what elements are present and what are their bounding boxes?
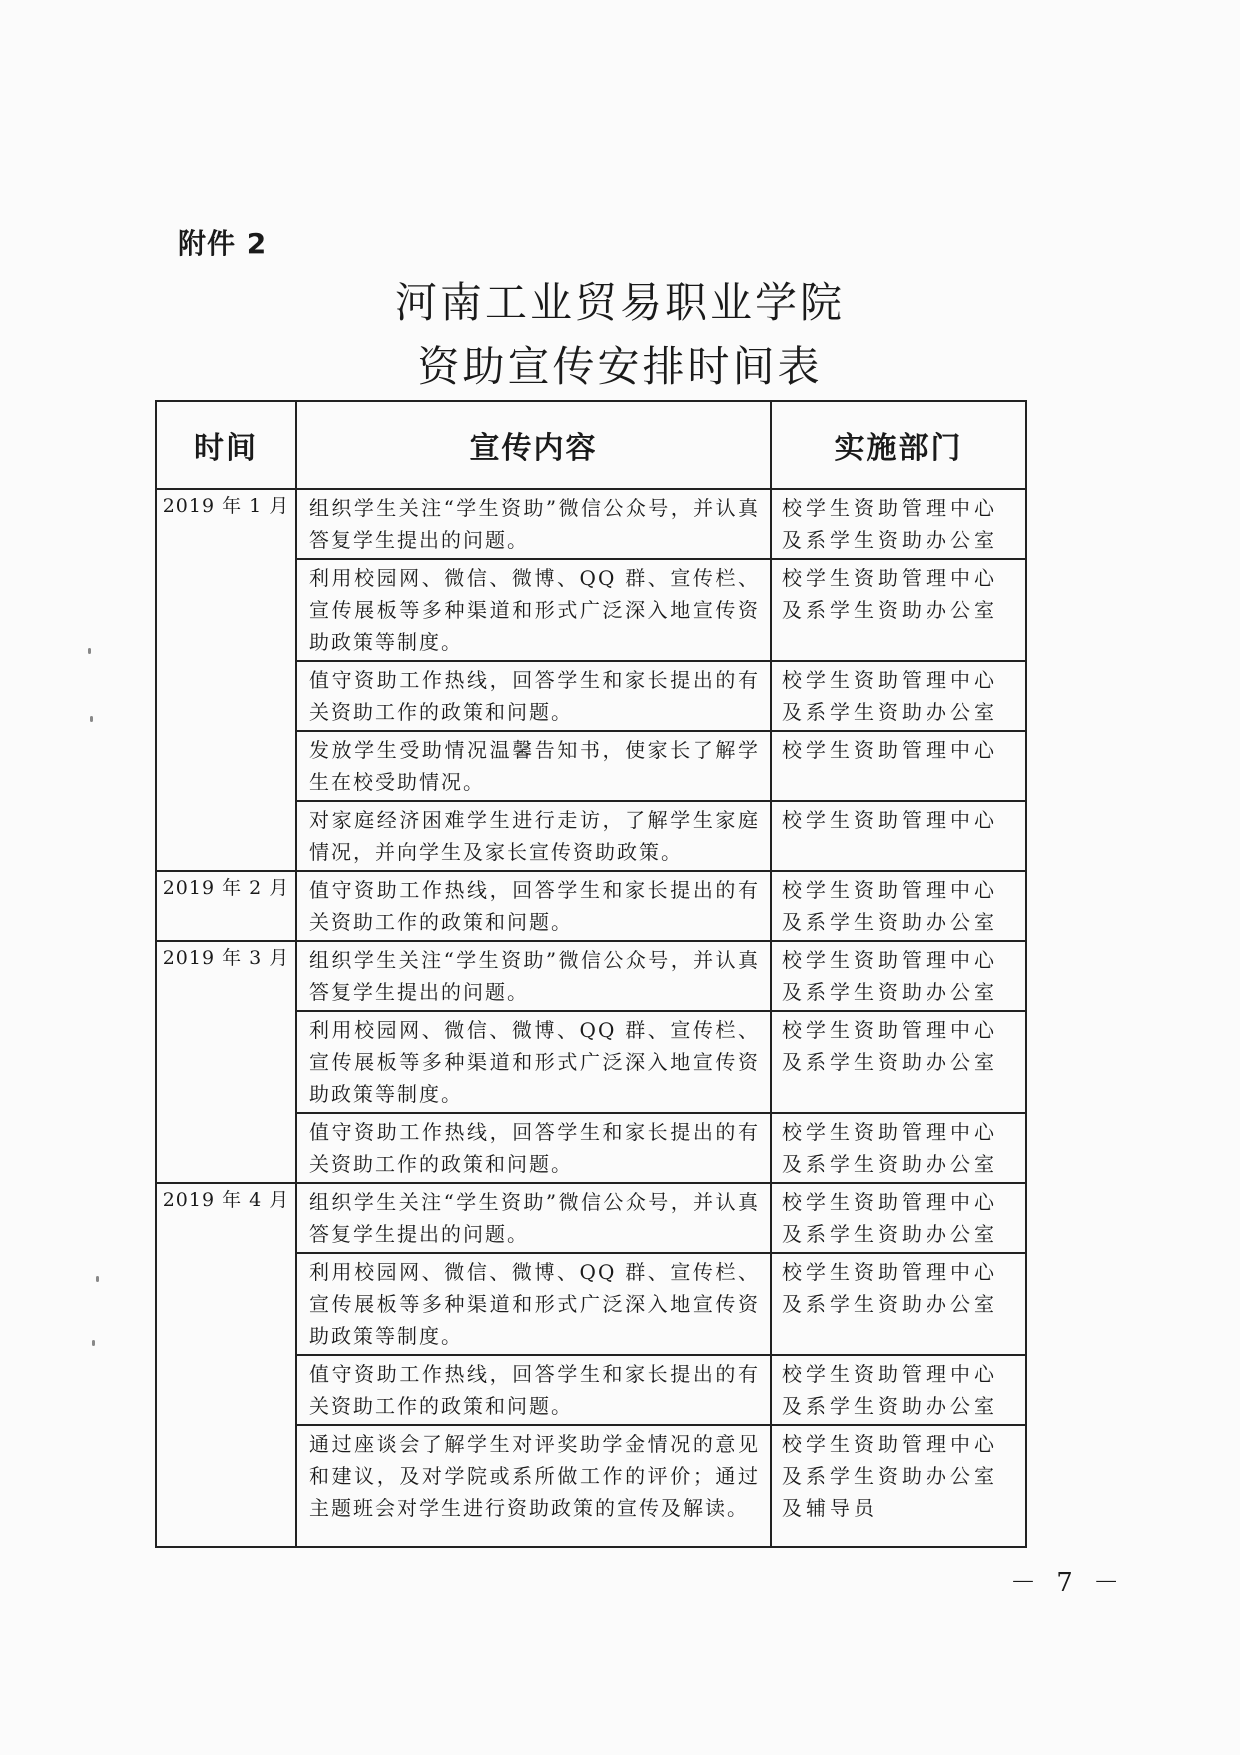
scan-speck — [92, 1340, 95, 1346]
document-subtitle: 资助宣传安排时间表 — [417, 342, 823, 391]
table-row — [156, 941, 1026, 1011]
department-cell: 校学生资助管理中心及系学生资助办公室 — [771, 1011, 1026, 1113]
scan-speck — [88, 648, 91, 654]
content-cell: 组织学生关注“学生资助”微信公众号，并认真答复学生提出的问题。 — [296, 941, 771, 1011]
content-cell: 对家庭经济困难学生进行走访，了解学生家庭情况，并向学生及家长宣传资助政策。 — [296, 801, 771, 871]
table-row — [156, 871, 1026, 941]
department-cell: 校学生资助管理中心及系学生资助办公室 — [771, 559, 1026, 661]
schedule-table-body — [156, 489, 1026, 1547]
column-header-time: 时间 — [156, 401, 296, 489]
time-cell: 2019 年 1 月 — [156, 489, 296, 871]
department-cell: 校学生资助管理中心及系学生资助办公室 — [771, 489, 1026, 559]
content-cell: 值守资助工作热线，回答学生和家长提出的有关资助工作的政策和问题。 — [296, 661, 771, 731]
time-cell: 2019 年 2 月 — [156, 871, 296, 941]
content-cell: 值守资助工作热线，回答学生和家长提出的有关资助工作的政策和问题。 — [296, 1355, 771, 1425]
content-cell: 利用校园网、微信、微博、QQ 群、宣传栏、宣传展板等多种渠道和形式广泛深入地宣传资助政策等制度。 — [296, 1253, 771, 1355]
scan-speck — [96, 1276, 99, 1282]
time-cell: 2019 年 3 月 — [156, 941, 296, 1183]
department-cell: 校学生资助管理中心及系学生资助办公室 — [771, 661, 1026, 731]
column-header-content: 宣传内容 — [296, 401, 771, 489]
document-title: 河南工业贸易职业学院 — [394, 278, 845, 327]
content-cell: 通过座谈会了解学生对评奖助学金情况的意见和建议，及对学院或系所做工作的评价；通过主题班会对学生进行资助政策的宣传及解读。 — [296, 1425, 771, 1547]
table-row — [156, 489, 1026, 559]
department-cell: 校学生资助管理中心 — [771, 731, 1026, 801]
attachment-label: 附件 2 — [178, 227, 268, 260]
table-header-row — [156, 401, 1026, 489]
content-cell: 利用校园网、微信、微博、QQ 群、宣传栏、宣传展板等多种渠道和形式广泛深入地宣传资助政策等制度。 — [296, 1011, 771, 1113]
content-cell: 组织学生关注“学生资助”微信公众号，并认真答复学生提出的问题。 — [296, 1183, 771, 1253]
table-row — [156, 1183, 1026, 1253]
time-cell: 2019 年 4 月 — [156, 1183, 296, 1547]
department-cell: 校学生资助管理中心及系学生资助办公室 — [771, 1113, 1026, 1183]
scan-speck — [90, 716, 93, 722]
content-cell: 值守资助工作热线，回答学生和家长提出的有关资助工作的政策和问题。 — [296, 871, 771, 941]
department-cell: 校学生资助管理中心及系学生资助办公室 — [771, 941, 1026, 1011]
department-cell: 校学生资助管理中心及系学生资助办公室及辅导员 — [771, 1425, 1026, 1547]
page-number: － 7 － — [1010, 1568, 1126, 1598]
column-header-department: 实施部门 — [771, 401, 1026, 489]
content-cell: 利用校园网、微信、微博、QQ 群、宣传栏、宣传展板等多种渠道和形式广泛深入地宣传资助政策等制度。 — [296, 559, 771, 661]
department-cell: 校学生资助管理中心 — [771, 801, 1026, 871]
schedule-table — [155, 400, 1027, 1548]
department-cell: 校学生资助管理中心及系学生资助办公室 — [771, 1253, 1026, 1355]
content-cell: 值守资助工作热线，回答学生和家长提出的有关资助工作的政策和问题。 — [296, 1113, 771, 1183]
department-cell: 校学生资助管理中心及系学生资助办公室 — [771, 871, 1026, 941]
department-cell: 校学生资助管理中心及系学生资助办公室 — [771, 1183, 1026, 1253]
department-cell: 校学生资助管理中心及系学生资助办公室 — [771, 1355, 1026, 1425]
content-cell: 组织学生关注“学生资助”微信公众号，并认真答复学生提出的问题。 — [296, 489, 771, 559]
content-cell: 发放学生受助情况温馨告知书，使家长了解学生在校受助情况。 — [296, 731, 771, 801]
